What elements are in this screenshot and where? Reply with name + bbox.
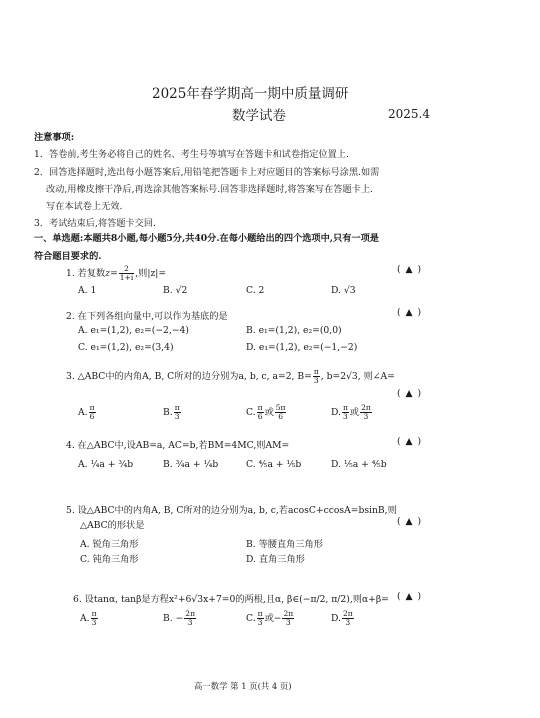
q3-opt-d-fraction-2 [360,404,372,421]
q2-opt-a: A. e₁=(1,2), e₂=(−2,−4) [78,325,189,336]
q6-opt-b-fraction [184,610,196,627]
q4-opt-a: A. ¼a + ¾b [78,459,134,470]
q6-opt-a-den: 3 [91,618,97,627]
q1-opt-b: B. √2 [163,285,188,296]
exam-date: 2025.4 [388,107,430,121]
q3-opt-c-den-2: 6 [278,412,283,421]
q3-stem-end: , b=2√3, 则∠A= [320,371,395,382]
q1-num: 2 [119,265,134,274]
q5-stem-cont: △ABC的形状是 [80,520,145,531]
q3-opt-c-den-1: 6 [257,412,263,421]
q1-opt-a: A. 1 [78,285,97,296]
q2-answer-slot: ( ▲ ) [397,307,423,318]
section-heading: 一、单选题:本题共8小题,每小题5分,共40分.在每小题给出的四个选项中,只有一项是 [34,233,379,244]
q3-opt-b-den: 3 [174,412,180,421]
section-heading-cont: 符合题目要求的. [34,251,102,262]
q3-stem-start: 3. △ABC中的内角A, B, C所对的边分别为a, b, c, a=2, B= [66,371,312,382]
notes-heading: 注意事项: [34,132,75,143]
q3-opt-d [331,404,373,421]
page-footer: 高一数学 第 1 页(共 4 页) [194,681,292,691]
note-item-1: 1．答卷前,考生务必将自己的姓名、考生号等填写在答题卡和试卷指定位置上. [34,149,349,160]
q3-opt-c [246,404,287,421]
q6-opt-d [331,610,355,627]
q3-opt-a-num: π [89,403,95,412]
q3-opt-a-label: A. [78,407,88,418]
q3-opt-b-num: π [174,403,180,412]
q3-opt-a-fraction [89,404,96,421]
q6-opt-d-label: D. [331,613,341,624]
q1-stem-start: 1. 若复数 [66,268,106,279]
q3-opt-c-fraction-1 [257,404,264,421]
q6-opt-d-den: 3 [345,618,351,627]
q6-opt-d-num: 2π [342,609,353,618]
q2-opt-d: D. e₁=(1,2), e₂=(−1,−2) [246,342,358,353]
q5-opt-b: B. 等腰直角三角形 [246,539,323,550]
q6-opt-c-or: 或− [264,613,282,624]
q4-opt-c: C. ⅘a + ⅕b [246,459,302,470]
q2-stem: 2. 在下列各组向量中,可以作为基底的是 [66,311,228,322]
q1-opt-d: D. √3 [331,285,356,296]
exam-title: 2025年春学期高一期中质量调研 [152,86,349,102]
q3-opt-c-num-1: π [257,403,263,412]
q3-opt-d-den-2: 3 [363,412,369,421]
q5-answer-slot: ( ▲ ) [397,516,423,527]
q3-opt-d-num-2: 2π [361,403,371,412]
q1-answer-slot: ( ▲ ) [397,264,423,275]
q3-stem [66,368,395,385]
q3-opt-d-or: 或 [349,407,360,418]
q5-opt-a: A. 锐角三角形 [80,539,139,550]
exam-subject: 数学试卷 [232,108,286,124]
q3-opt-c-or: 或 [264,407,274,418]
q4-answer-slot: ( ▲ ) [397,436,423,447]
q3-opt-d-fraction-1 [342,404,349,421]
q6-opt-c-den-1: 3 [257,618,263,627]
q6-opt-a-label: A. [80,613,90,624]
q6-opt-d-fraction [342,610,354,627]
q5-opt-d: D. 直角三角形 [246,554,305,565]
q4-opt-d: D. ⅕a + ⅘b [331,459,387,470]
note-item-2: 2．回答选择题时,选出每小题答案后,用铅笔把答题卡上对应题目的答案标号涂黑.如需 [34,167,380,178]
q3-opt-d-den-1: 3 [343,412,348,421]
q1-eq: = [110,268,118,279]
note-item-2-cont: 改动,用橡皮擦干净后,再选涂其他答案标号.回答非选择题时,将答案写在答题卡上. [46,184,373,195]
q6-opt-c-num-2: 2π [283,609,294,618]
q6-opt-a-fraction [91,610,98,627]
q2-opt-b: B. e₁=(1,2), e₂=(0,0) [246,325,342,336]
q3-opt-b-label: B. [163,407,173,418]
q1-den: 1+i [119,273,134,282]
q1-stem-end: ,则|z|= [135,268,167,279]
q6-opt-c-fraction-2 [282,610,294,627]
q3-opt-d-label: D. [331,407,341,418]
q6-opt-c-label: C. [246,613,256,624]
q3-opt-b [163,404,182,421]
note-item-2-cont2: 写在本试卷上无效. [46,201,123,212]
q4-opt-b: B. ¾a + ¼b [163,459,219,470]
q3-opt-c-fraction-2 [275,404,287,421]
q6-opt-c-den-2: 3 [285,618,291,627]
q6-opt-b-label: B. − [163,613,184,624]
note-item-3: 3．考试结束后,将答题卡交回. [34,218,156,229]
q3-opt-a [78,404,97,421]
q6-opt-b-num: 2π [185,609,195,618]
q4-stem: 4. 在△ABC中,设AB=a, AC=b,若BM=4MC,则AM= [66,440,290,451]
q5-stem: 5. 设△ABC中的内角A, B, C所对的边分别为a, b, c,若acosC+ccosA=bsinB,则 [66,505,397,516]
q1-stem [66,265,166,282]
q1-opt-c: C. 2 [246,285,265,296]
q3-opt-a-den: 6 [89,412,95,421]
q3-opt-c-label: C. [246,407,256,418]
q6-opt-c-fraction-1 [257,610,264,627]
q6-stem: 6. 设tanα, tanβ是方程x²+6√3x+7=0的两根,且α, β∈(−π/2, π/2),则α+β= [73,594,389,605]
q2-opt-c: C. e₁=(1,2), e₂=(3,4) [78,342,174,353]
q6-opt-c [246,610,295,627]
q3-den: 3 [313,376,319,385]
q6-opt-b [163,610,197,627]
q5-opt-c: C. 钝角三角形 [80,554,139,565]
q1-z: z [105,268,111,279]
q6-answer-slot: ( ▲ ) [397,591,423,602]
q6-opt-b-den: 3 [187,618,193,627]
q1-fraction [119,265,134,282]
q3-num: π [313,367,319,376]
q3-fraction [313,368,320,385]
q3-answer-slot: ( ▲ ) [397,388,423,399]
q6-opt-a [80,610,99,627]
q6-opt-c-num-1: π [257,609,263,618]
q3-opt-b-fraction [174,404,181,421]
q6-opt-a-num: π [91,609,97,618]
q3-opt-c-num-2: 5π [275,403,286,412]
q3-opt-d-num-1: π [342,403,348,412]
